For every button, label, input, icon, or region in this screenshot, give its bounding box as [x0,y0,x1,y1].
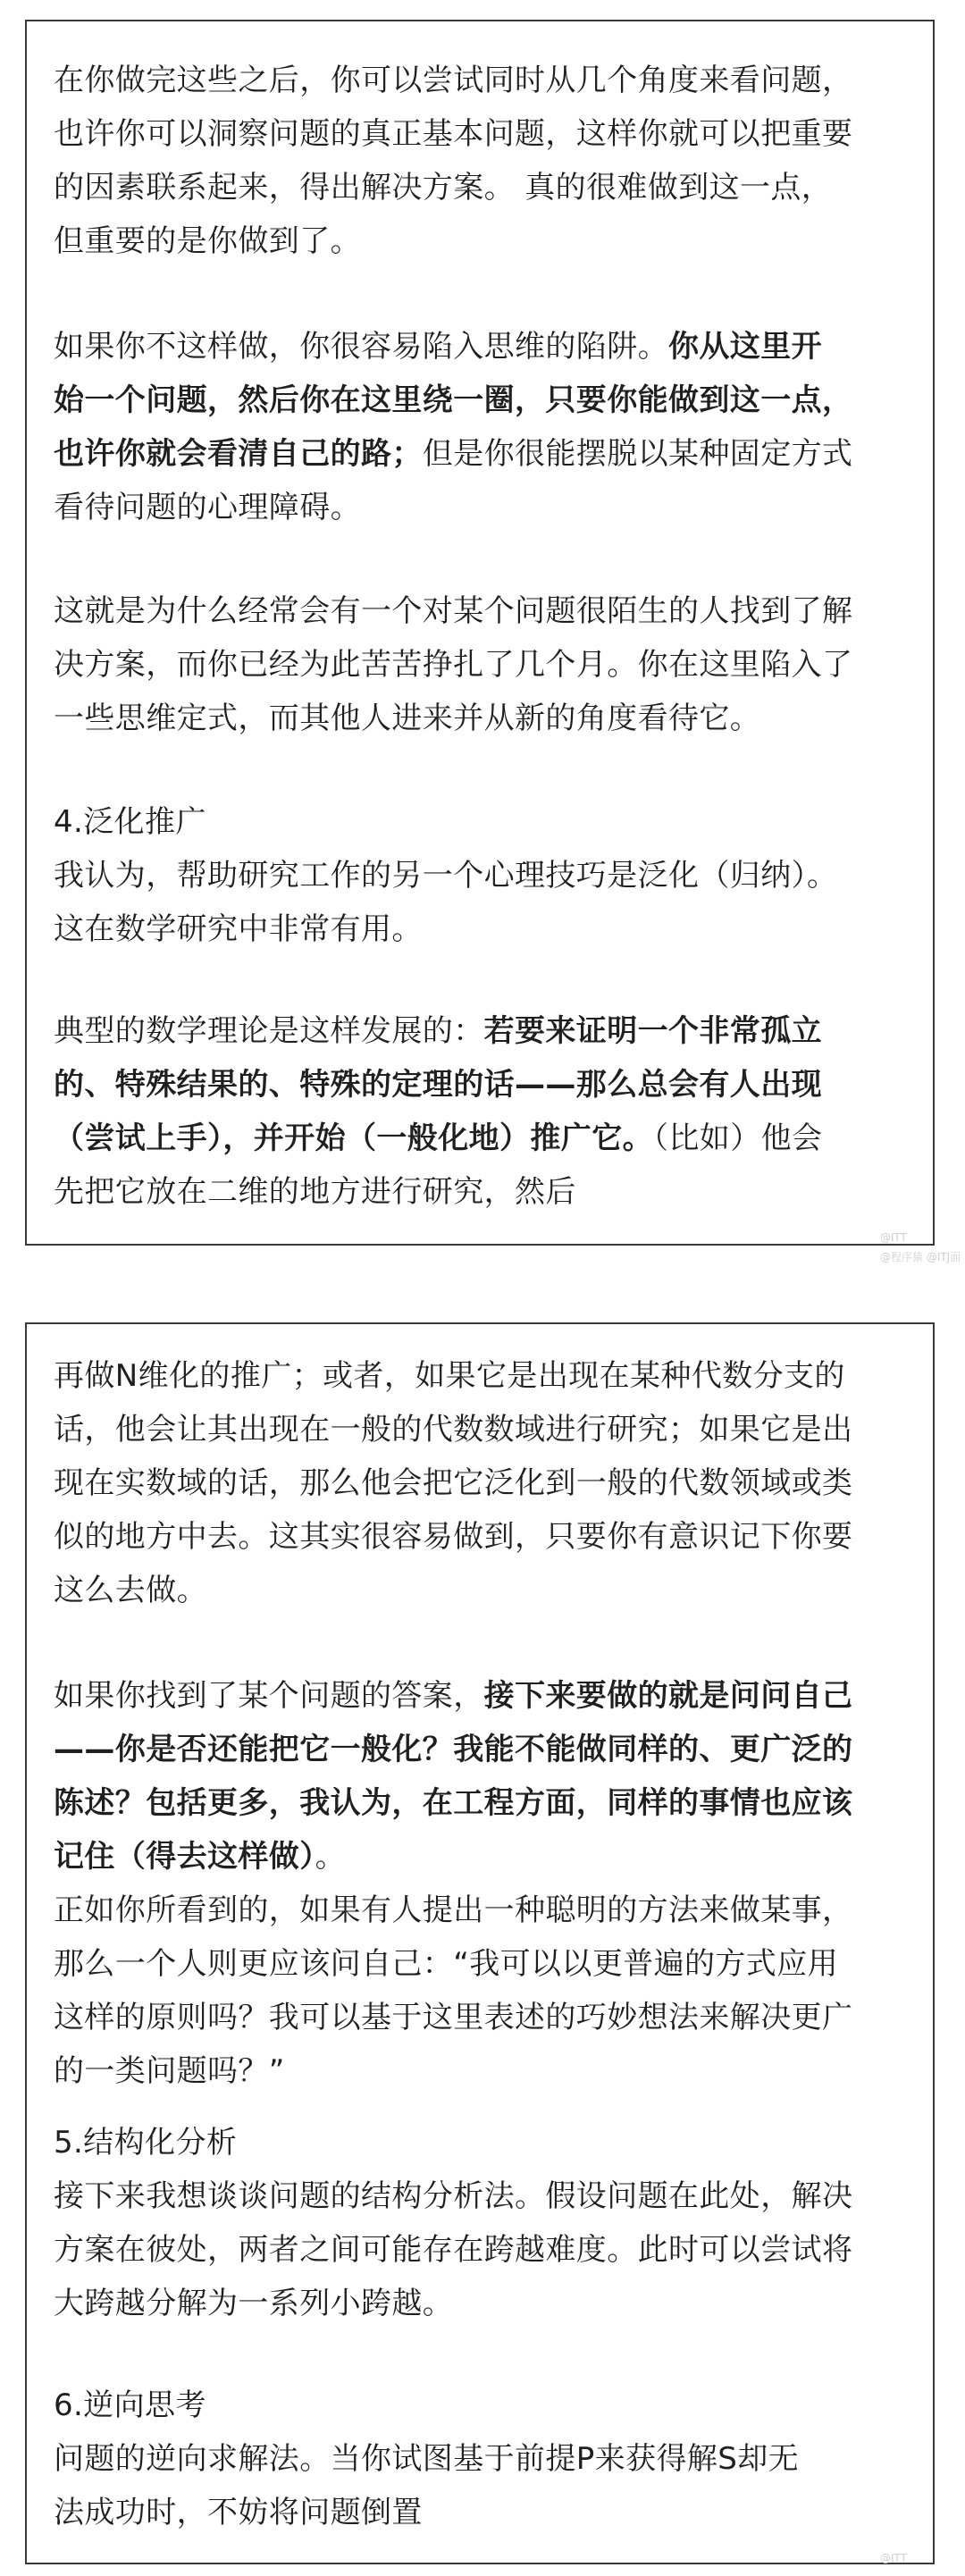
text-segment: 典型的数学理论是这样发展的： [54,1013,484,1049]
watermark: @程序猿 @ITJ面 [880,1251,961,1263]
bold-segment: 你从这里开 始一个问题，然后你在这里绕一圈，只要你能做到这一点， 也许你就会看清自己的路； [54,329,853,472]
text-segment: 但是你很能摆脱以某种固定方式 看待问题的心理障碍。 [54,436,853,525]
watermark: @ITT [880,1231,907,1244]
text-segment: （比如）他会 先把它放在二维的地方进行研究，然后 [54,1120,823,1210]
paragraph-multi-angle: 在你做完这些之后，你可以尝试同时从几个角度来看问题， 也许你可以洞察问题的真正基本问题，这样你就可以把重要 的因素联系起来，得出解决方案。 真的很难做到这一点， 但重要的是你做到了。 [54,63,853,259]
section-structural-analysis: 5.结构化分析 接下来我想谈谈问题的结构分析法。假设问题在此处，解决 方案在彼处，两者之间可能存在跨越难度。此时可以尝试将 大跨越分解为一系列小跨越。 [54,2125,853,2321]
section-reverse-thinking: 6.逆向思考 问题的逆向求解法。当你试图基于前提P来获得解S却无 法成功时，不妨将问题倒置 [54,2387,800,2530]
text-segment: 。 正如你所看到的，如果有人提出一种聪明的方法来做某事， 那么一个人则更应该问自己：“我可以以更普遍的方式应用 这样的原则吗？我可以基于这里表述的巧妙想法来解决更广 的一类问题吗？” [54,1839,853,2089]
paragraph-math-theory [54,1004,938,1219]
watermark: @ITT [880,2552,907,2564]
section-generalization: 4.泛化推广 我认为，帮助研究工作的另一个心理技巧是泛化（归纳）。 这在数学研究中非常有用。 [54,804,838,947]
paragraph-ask-yourself [54,1669,938,2098]
paragraph-thinking-trap [54,320,938,534]
bold-segment: 接下来要做的就是问问自己 ——你是否还能把它一般化？我能不能做同样的、更广泛的 陈述？包括更多，我认为，在工程方面，同样的事情也应该 记住（得去这样做） [54,1678,853,1875]
paragraph-fresh-perspective: 这就是为什么经常会有一个对某个问题很陌生的人找到了解 决方案，而你已经为此苦苦挣扎了几个月。你在这里陷入了 一些思维定式，而其他人进来并从新的角度看待它。 [54,593,853,736]
text-panel-1 [25,20,935,1246]
text-segment: 如果你找到了某个问题的答案， [54,1678,484,1714]
paragraph-n-dimension: 再做N维化的推广；或者，如果它是出现在某种代数分支的 话，他会让其出现在一般的代数数域进行研究；如果它是出 现在实数域的话，那么他会把它泛化到一般的代数领域或类 似的地方中去。这其实很容易做到，只要你有意识记下你要 这么去做。 [54,1358,853,1608]
text-panel-2 [25,1322,935,2564]
bold-segment: 若要来证明一个非常孤立 的、特殊结果的、特殊的定理的话——那么总会有人出现 （尝试上手），并开始（一般化地）推广它。 [54,1013,823,1156]
text-segment: 如果你不这样做，你很容易陷入思维的陷阱。 [54,329,668,365]
